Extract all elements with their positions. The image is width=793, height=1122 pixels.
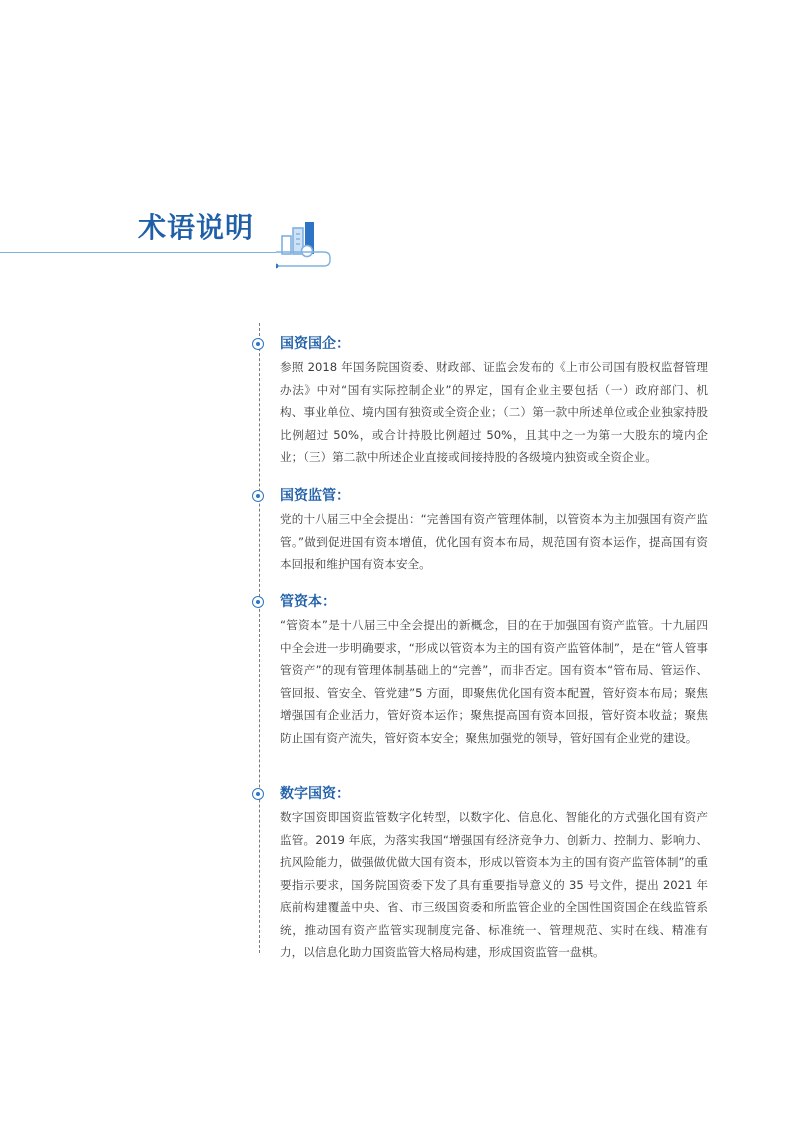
timeline-marker-icon <box>252 596 264 608</box>
term-title: 管资本： <box>280 594 336 610</box>
title-underline <box>0 252 276 253</box>
timeline-marker-icon <box>252 338 264 350</box>
term-body: 数字国资即国资监管数字化转型，以数字化、信息化、智能化的方式强化国有资产监管。2019 年底，为落实我国“增强国有经济竞争力、创新力、控制力、影响力、抗风险能力，做强做优做大国有资本，形成以管资本为主的国有资产监管体制”的重要指示要求，国务院国资委下发了具有重要指导意义的 35 号文件，提出 2021 年底前构建覆盖中央、省、市三级国资委和所监管企业的全国性国资国企在线监管系统，推动国有资产监管实现制度完备、标准统一、管理规范、实时在线、精准有力，以信息化助力国资监管大格局构建，形成国资监管一盘棋。 <box>280 810 708 959</box>
term-section-guozi-jianguan <box>252 486 712 576</box>
term-body: 参照 2018 年国务院国资委、财政部、证监会发布的《上市公司国有股权监督管理办法》中对“国有实际控制企业”的界定，国有企业主要包括（一）政府部门、机构、事业单位、境内国有独资或全资企业；（二）第一款中所述单位或企业独家持股比例超过 50%，或合计持股比例超过 50%，且其中之一为第一大股东的境内企业；（三）第二款中所述企业直接或间接持股的各级境内独资或全资企业。 <box>280 360 708 464</box>
term-section-guozi-guoqi <box>252 334 712 464</box>
term-title: 国资国企： <box>280 336 350 352</box>
timeline-marker-icon <box>252 788 264 800</box>
building-icon <box>276 218 336 274</box>
timeline-marker-icon <box>252 490 264 502</box>
term-body: 党的十八届三中全会提出：“完善国有资产管理体制，以管资本为主加强国有资产监管。”做到促进国有资本增值，优化国有资本布局，规范国有资本运作，提高国有资本回报和维护国有资本安全。 <box>280 512 708 571</box>
page-title: 术语说明 <box>138 211 255 244</box>
term-body: “管资本”是十八届三中全会提出的新概念，目的在于加强国有资产监管。十九届四中全会进一步明确要求，“形成以管资本为主的国有资产监管体制”，是在“管人管事管资产”的现有管理体制基础上的“完善”，而非否定。国有资本“管布局、管运作、管回报、管安全、管党建”5 方面，即聚焦优化国有资本配置，管好资本布局；聚焦增强国有企业活力，管好资本运作；聚焦提高国有资本回报，管好资本收益；聚焦防止国有资产流失，管好资本安全；聚焦加强党的领导，管好国有企业党的建设。 <box>280 618 708 745</box>
term-section-guan-ziben <box>252 592 712 762</box>
term-title: 国资监管： <box>280 488 350 504</box>
term-title: 数字国资： <box>280 786 350 802</box>
term-section-shuzi-guozi <box>252 784 712 959</box>
